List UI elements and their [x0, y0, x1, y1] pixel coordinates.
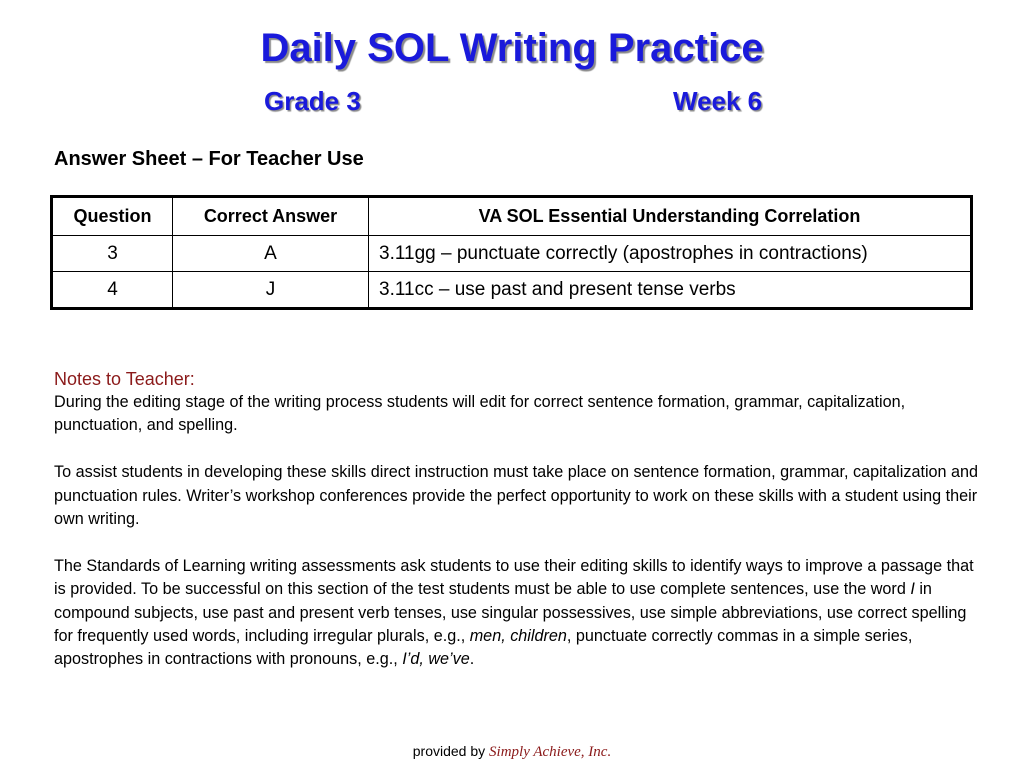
question-cell: 4 — [52, 272, 173, 309]
table-row — [52, 272, 972, 309]
table-header-row — [52, 197, 972, 236]
contractions-example: I’d, we’ve — [402, 650, 470, 669]
notes-text: The Standards of Learning writing assessments ask students to use their editing skills to identify ways to improve a passage that is provided. To be successful on this section of the test students must be able to use complete sentences, use the word — [54, 556, 974, 599]
answer-cell: A — [173, 236, 369, 272]
provided-by-label: provided by — [412, 743, 486, 759]
column-header-correlation: VA SOL Essential Understanding Correlation — [369, 197, 972, 236]
section-heading: Answer Sheet – For Teacher Use — [54, 148, 364, 170]
notes-heading: Notes to Teacher: — [54, 369, 195, 389]
column-header-question: Question — [52, 197, 173, 236]
notes-text: , punctuate correctly commas in a simple series, apostrophes in contractions with pronouns, e.g., — [54, 627, 913, 669]
correlation-cell: 3.11cc – use past and present tense verbs — [369, 272, 972, 309]
notes-text: in compound subjects, use past and present verb tenses, use singular possessives, use simple abbreviations, use correct spelling for frequently used words, including irregular plurals, e.g., — [54, 580, 967, 646]
answer-table — [50, 195, 973, 310]
page-title: Daily SOL Writing Practice — [260, 26, 764, 70]
week-label: Week 6 — [673, 86, 763, 116]
notes-paragraph-editing: During the editing stage of the writing process students will edit for correct sentence formation, grammar, capitalization, punctuation, and spelling. — [54, 393, 906, 435]
notes-paragraph-instruction: To assist students in developing these skills direct instruction must take place on sentence formation, grammar, capitalization and punctuation rules. Writer’s workshop conferences provide the perfect opportunity to work on these skills with a student using their own writing. — [54, 463, 979, 529]
grade-label: Grade 3 — [264, 86, 361, 116]
notes-text: . — [469, 650, 475, 669]
example-word-i: I — [910, 580, 915, 599]
teacher-notes — [54, 367, 984, 672]
brand-name: Simply Achieve, Inc. — [489, 744, 612, 760]
column-header-correct-answer: Correct Answer — [173, 197, 369, 236]
table-row — [52, 236, 972, 272]
notes-paragraph-standards — [54, 555, 984, 672]
plurals-example: men, children — [469, 627, 567, 646]
question-cell: 3 — [52, 236, 173, 272]
footer-credit — [0, 741, 1024, 762]
answer-cell: J — [173, 272, 369, 309]
correlation-cell: 3.11gg – punctuate correctly (apostrophes in contractions) — [369, 236, 972, 272]
